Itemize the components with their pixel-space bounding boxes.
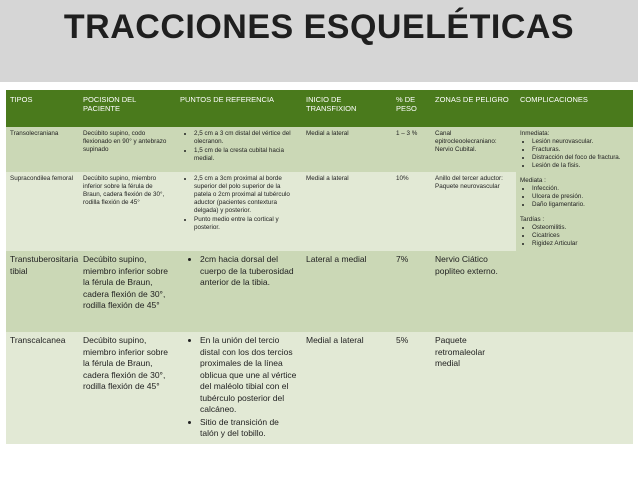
header-row [6,90,633,127]
cell-posicion: Decúbito supino, miembro inferior sobre la férula de Braun, cadera flexión de 30°, rodilla flexión de 45° [79,172,176,251]
table-row [6,251,633,332]
table-row [6,332,633,444]
cell-tipo: Supracondilea femoral [6,172,79,251]
cell-complicaciones [516,127,633,251]
puntos-item: • Punto medio entre la cortical y posterior. [194,216,298,232]
cell-empty [516,332,633,444]
puntos-item: • 1,5 cm de la cresta cubital hacia medial. [194,147,298,163]
cell-zonas: Anillo del tercer aductor: Paquete neurovascular [431,172,516,251]
cell-peso: 10% [392,172,431,251]
cell-puntos [176,172,302,251]
cell-inicio: Medial a lateral [302,127,392,172]
puntos-item: • 2cm hacia dorsal del cuerpo de la tuberosidad anterior de la tibia. [200,254,298,289]
inmediata-label: Inmediata: [520,130,550,137]
table-row [6,127,633,172]
cell-zonas: Nervio Ciático popliteo externo. [431,251,516,332]
puntos-item: • En la unión del tercio distal con los dos tercios proximales de la línea oblicua que une al vértice del maléolo tibial con el tubérculo posterior del calcáneo. [200,335,298,416]
cell-tipo: Transcalcanea [6,332,79,444]
header-inicio: INICIO DE TRANSFIXION [302,90,392,127]
header-complicaciones: COMPLICACIONES [516,90,633,127]
complication-item: • Daño ligamentario. [532,201,629,209]
page-title: TRACCIONES ESQUELÉTICAS [63,8,575,46]
header-posicion: POCISION DEL PACIENTE [79,90,176,127]
cell-zonas: Canal epitrocleoolecraniano: Nervio Cubital. [431,127,516,172]
cell-puntos [176,332,302,444]
header-tipos: TIPOS [6,90,79,127]
cell-peso: 5% [392,332,431,444]
header-puntos: PUNTOS DE REFERENCIA [176,90,302,127]
cell-tipo: Transtuberositaria tibial [6,251,79,332]
tardias-label: Tardías : [520,216,545,223]
complication-item: • Lesión neurovascular. [532,138,629,146]
cell-peso: 1 – 3 % [392,127,431,172]
puntos-item: • 2,5 cm a 3cm proximal al borde superior del polo superior de la patela o 2cm proximal al tubérculo aductor (pacientes contextura delgada) y posterior. [194,175,298,215]
cell-puntos [176,251,302,332]
cell-posicion: Decúbito supino, miembro inferior sobre la férula de Braun, cadera flexión de 30°, rodilla flexión de 45° [79,332,176,444]
complication-item: • Lesión de la fisis. [532,162,629,170]
cell-zonas: Paquete retromaleolar medial [431,332,516,444]
tractions-table [6,90,633,444]
puntos-item: • 2,5 cm a 3 cm distal del vértice del olecranon. [194,130,298,146]
cell-inicio: Medial a lateral [302,332,392,444]
header-zonas: ZONAS DE PELIGRO [431,90,516,127]
cell-inicio: Medial a lateral [302,172,392,251]
cell-peso: 7% [392,251,431,332]
complication-item: • Ulcera de presión. [532,193,629,201]
cell-posicion: Decúbito supino, codo flexionado en 90° y antebrazo supinado [79,127,176,172]
cell-tipo: Transolecraniana [6,127,79,172]
cell-puntos [176,127,302,172]
cell-inicio: Lateral a medial [302,251,392,332]
complication-item: • Infección. [532,185,629,193]
complication-item: • Osteomilitis. [532,224,629,232]
cell-posicion: Decúbito supino, miembro inferior sobre la férula de Braun, cadera flexión de 30°, rodilla flexión de 45° [79,251,176,332]
complication-item: • Distracción del foco de fractura. [532,154,629,162]
cell-empty [516,251,633,332]
puntos-item: • Sitio de transición de talón y del tobillo. [200,417,298,440]
mediata-label: Mediata : [520,177,546,184]
header-peso: % DE PESO [392,90,431,127]
complication-item: • Fracturas. [532,146,629,154]
complication-item: • Rigidez Articular [532,240,629,248]
complication-item: • Cicatrices [532,232,629,240]
